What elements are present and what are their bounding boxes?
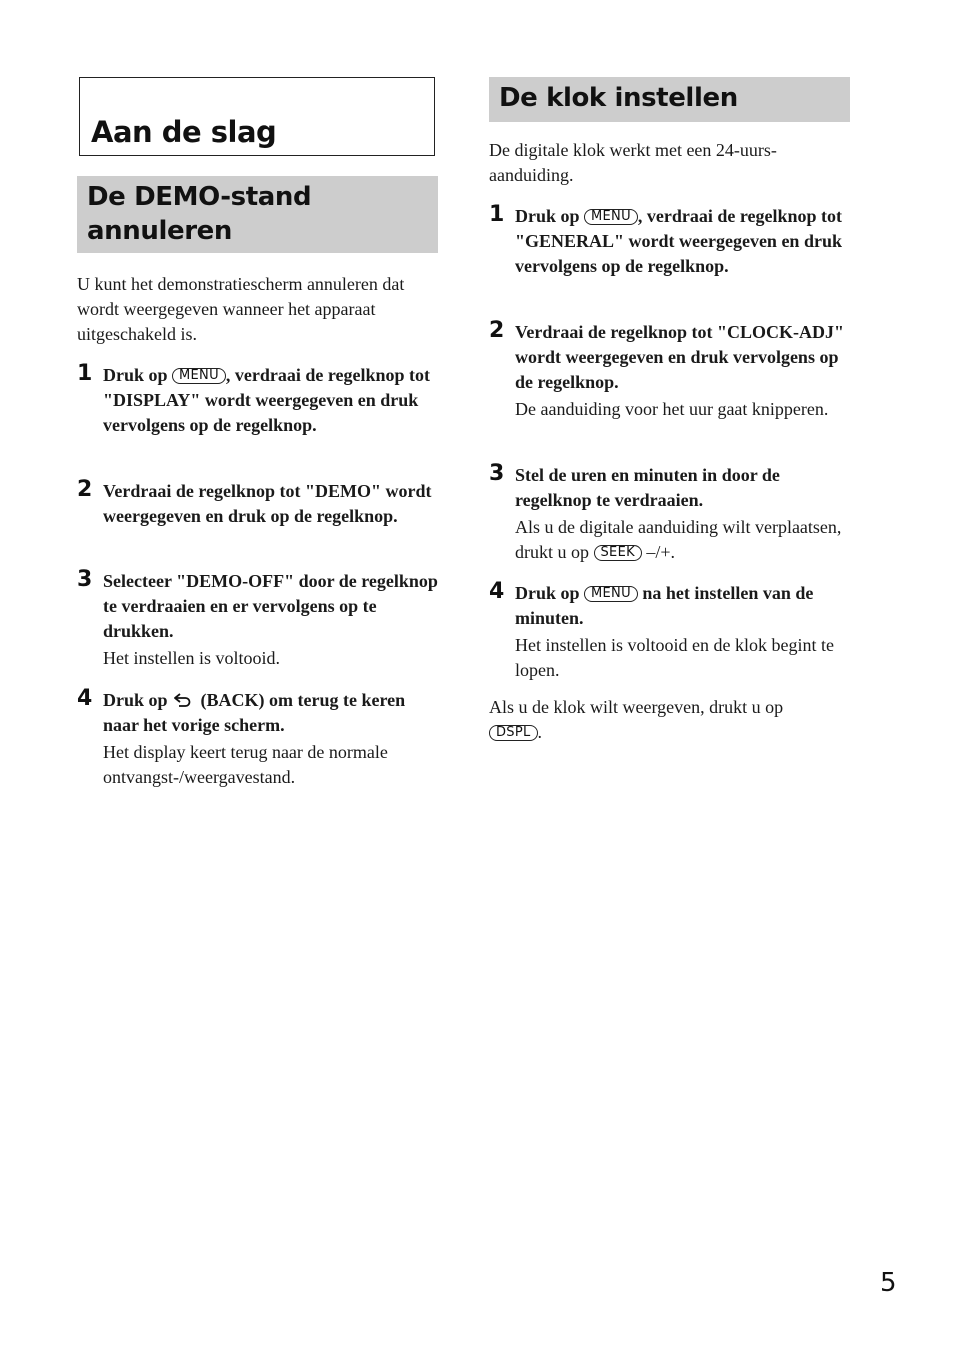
step-number: 1 <box>489 202 505 227</box>
step-text: Selecteer "DEMO-OFF" door de regelknop te verdraaien en er vervolgens op te drukken. <box>103 571 438 641</box>
section-heading-demo-line2: annuleren <box>87 216 232 246</box>
step-text-pre: Druk op <box>515 583 580 603</box>
klok-outro-text: Als u de klok wilt weergeven, drukt u op <box>489 697 784 717</box>
section-heading-demo <box>77 176 438 253</box>
seek-key: SEEK <box>594 545 642 561</box>
step-text-pre: Druk op <box>103 690 168 710</box>
step-number: 1 <box>77 361 93 386</box>
back-arrow-icon <box>174 693 192 707</box>
chapter-title: Aan de slag <box>91 115 277 149</box>
step-text: Verdraai de regelknop tot "CLOCK-ADJ" wordt weergegeven en druk vervolgens op de regelknop. <box>515 322 844 392</box>
step-text-post: (BACK) om terug te keren naar het vorige scherm. <box>103 690 406 735</box>
step-number: 3 <box>489 461 505 486</box>
page-number: 5 <box>880 1268 897 1298</box>
section-heading-demo-line1: De DEMO-stand <box>87 182 312 212</box>
menu-key: MENU <box>172 368 226 384</box>
step-text-pre: Druk op <box>515 206 580 226</box>
step-note-post: –/+. <box>646 542 676 562</box>
klok-intro: De digitale klok werkt met een 24-uurs-aanduiding. <box>489 140 777 185</box>
klok-outro <box>489 695 834 745</box>
step-text-post: , verdraai de regelknop tot "DISPLAY" wordt weergegeven en druk vervolgens op de regelknop. <box>103 365 431 435</box>
step-note: Het instellen is voltooid. <box>103 648 280 668</box>
step-number: 4 <box>489 579 505 604</box>
klok-outro-end: . <box>537 722 543 742</box>
step-number: 2 <box>77 477 93 502</box>
step-text-post: na het instellen van de minuten. <box>515 583 814 628</box>
step-text-pre: Druk op <box>103 365 168 385</box>
chapter-title-box <box>79 77 435 156</box>
step-text: Stel de uren en minuten in door de regelknop te verdraaien. <box>515 465 780 510</box>
step-note: Het display keert terug naar de normale ontvangst-/weergavestand. <box>103 742 388 787</box>
step-number: 4 <box>77 686 93 711</box>
dspl-key: DSPL <box>489 725 538 741</box>
menu-key: MENU <box>584 209 638 225</box>
section-heading-klok: De klok instellen <box>489 77 850 122</box>
step-number: 2 <box>489 318 505 343</box>
menu-key: MENU <box>584 586 638 602</box>
step-note: Het instellen is voltooid en de klok begint te lopen. <box>515 635 834 680</box>
step-text-post: , verdraai de regelknop tot "GENERAL" wordt weergegeven en druk vervolgens op de regelknop. <box>515 206 843 276</box>
step-note-pre: Als u de digitale aanduiding wilt verplaatsen, drukt u op <box>515 517 842 562</box>
step-text: Verdraai de regelknop tot "DEMO" wordt weergegeven en druk op de regelknop. <box>103 481 432 526</box>
step-note: De aanduiding voor het uur gaat knipperen. <box>515 399 829 419</box>
step-number: 3 <box>77 567 93 592</box>
demo-intro: U kunt het demonstratiescherm annuleren dat wordt weergegeven wanneer het apparaat uitgeschakeld is. <box>77 274 405 344</box>
